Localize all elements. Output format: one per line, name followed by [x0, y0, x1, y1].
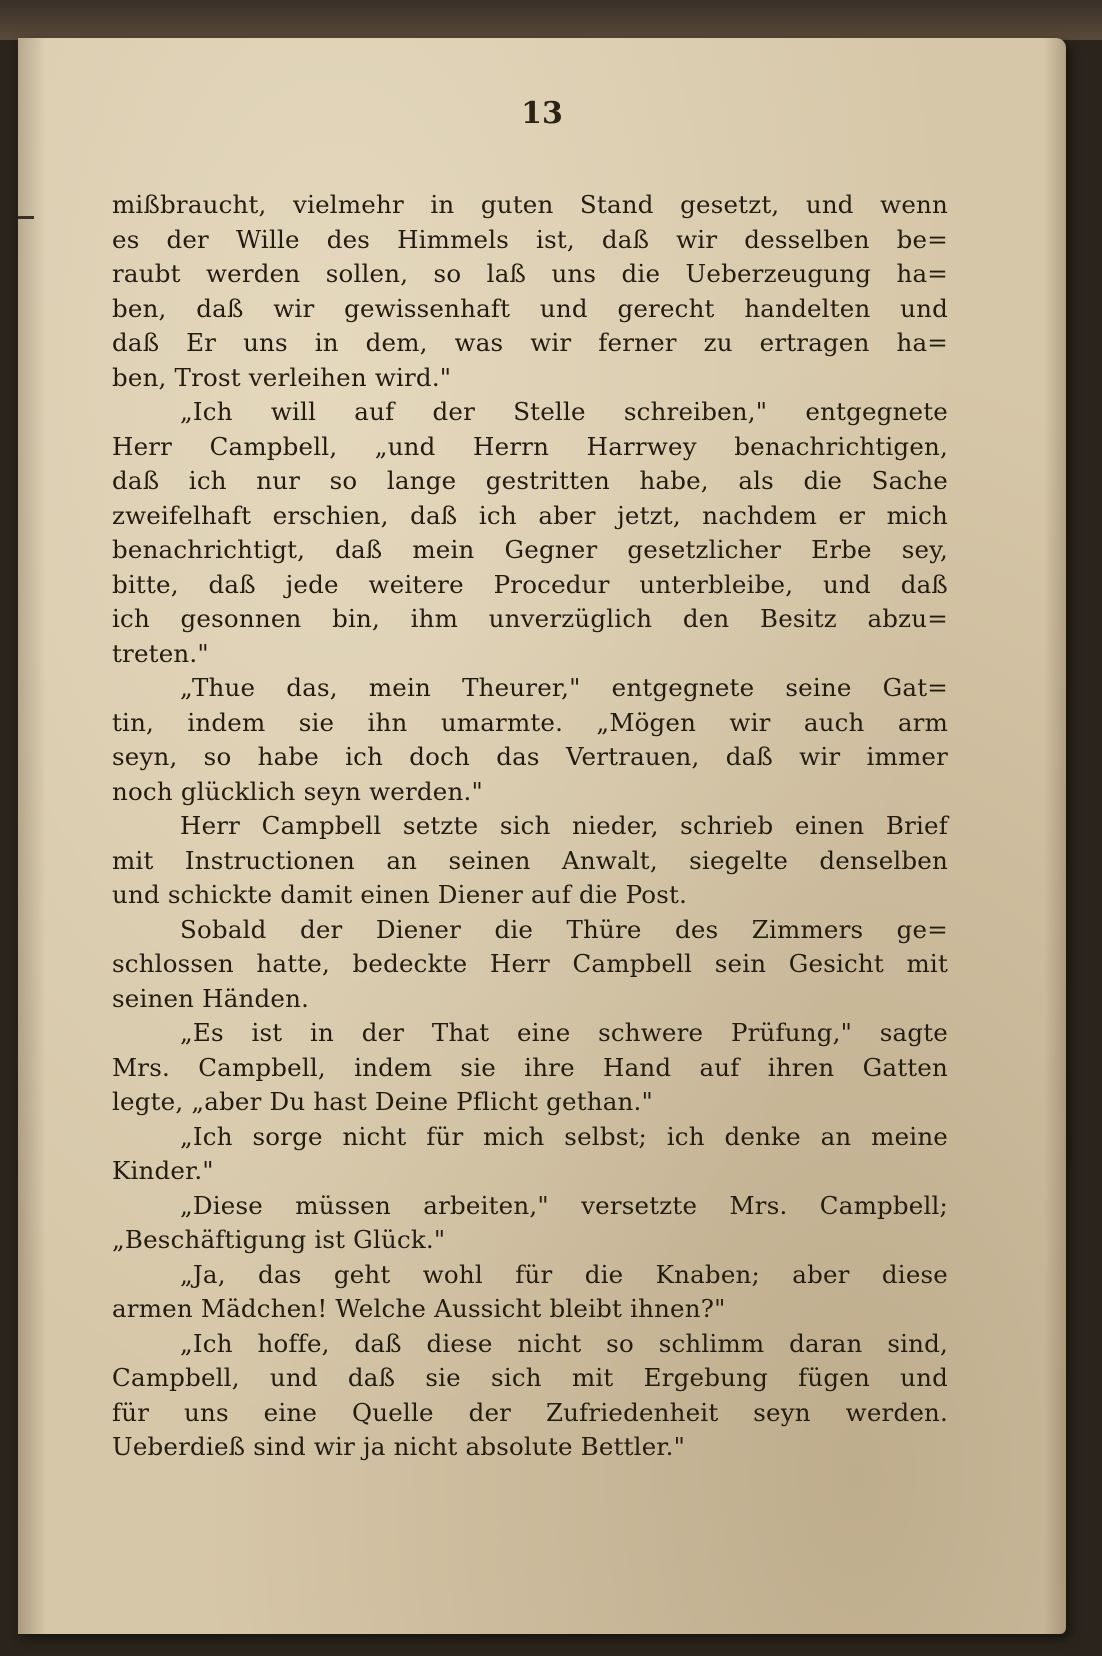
text-line: Campbell, und daß sie sich mit Ergebung fügen und	[112, 1363, 948, 1392]
book-page	[18, 38, 1066, 1634]
page-number: 13	[521, 96, 563, 131]
text-line: „Ja, das geht wohl für die Knaben; aber diese	[180, 1259, 948, 1289]
text-line: seinen Händen.	[112, 983, 310, 1013]
text-line: benachrichtigt, daß mein Gegner gesetzlicher Erbe sey,	[112, 535, 948, 564]
text-line: „Thue das, mein Theurer," entgegnete seine Gat=	[180, 673, 948, 702]
text-line: „Diese müssen arbeiten," versetzte Mrs. Campbell;	[180, 1190, 948, 1220]
text-line: Ueberdieß sind wir ja nicht absolute Bettler."	[112, 1432, 686, 1461]
book-top-edge	[0, 0, 1102, 40]
text-line: für uns eine Quelle der Zufriedenheit seyn werden.	[112, 1397, 948, 1427]
body-text	[112, 188, 948, 1465]
text-line: Sobald der Diener die Thüre des Zimmers ge=	[180, 914, 948, 944]
text-line: „Ich will auf der Stelle schreiben," entgegnete	[180, 397, 948, 426]
text-line: armen Mädchen! Welche Aussicht bleibt ihnen?"	[112, 1294, 726, 1323]
text-line: seyn, so habe ich doch das Vertrauen, daß wir immer	[112, 742, 948, 771]
text-line: Mrs. Campbell, indem sie ihre Hand auf ihren Gatten	[112, 1052, 948, 1082]
text-line: „Beschäftigung ist Glück."	[112, 1225, 446, 1254]
text-line: Kinder."	[112, 1156, 214, 1185]
text-line: „Es ist in der That eine schwere Prüfung," sagte	[180, 1018, 948, 1047]
text-line: raubt werden sollen, so laß uns die Ueberzeugung ha=	[112, 259, 948, 288]
text-line: ben, Trost verleihen wird."	[112, 362, 452, 392]
text-line: mit Instructionen an seinen Anwalt, siegelte denselben	[112, 845, 948, 875]
text-line: tin, indem sie ihn umarmte. „Mögen wir auch arm	[112, 707, 948, 737]
text-line: bitte, daß jede weitere Procedur unterbleibe, und daß	[112, 569, 948, 599]
text-line: „Ich hoffe, daß diese nicht so schlimm daran sind,	[180, 1328, 948, 1358]
text-line: daß Er uns in dem, was wir ferner zu ertragen ha=	[112, 328, 948, 357]
text-line: schlossen hatte, bedeckte Herr Campbell sein Gesicht mit	[112, 949, 948, 978]
text-line: „Ich sorge nicht für mich selbst; ich denke an meine	[180, 1121, 948, 1151]
text-line: ben, daß wir gewissenhaft und gerecht handelten und	[112, 293, 948, 323]
text-line: mißbraucht, vielmehr in guten Stand gesetzt, und wenn	[112, 190, 948, 219]
text-line: es der Wille des Himmels ist, daß wir desselben be=	[112, 224, 948, 254]
text-line: daß ich nur so lange gestritten habe, als die Sache	[112, 466, 948, 495]
text-line: zweifelhaft erschien, daß ich aber jetzt, nachdem er mich	[112, 500, 948, 530]
margin-mark	[18, 216, 34, 219]
text-line: ich gesonnen bin, ihm unverzüglich den Besitz abzu=	[112, 604, 948, 633]
text-line: noch glücklich seyn werden."	[112, 776, 483, 806]
text-line: Herr Campbell, „und Herrn Harrwey benachrichtigen,	[112, 431, 948, 461]
text-line: legte, „aber Du hast Deine Pflicht gethan."	[112, 1087, 653, 1116]
text-line: Herr Campbell setzte sich nieder, schrieb einen Brief	[180, 811, 948, 840]
text-line: und schickte damit einen Diener auf die Post.	[112, 880, 688, 909]
text-line: treten."	[112, 638, 209, 668]
